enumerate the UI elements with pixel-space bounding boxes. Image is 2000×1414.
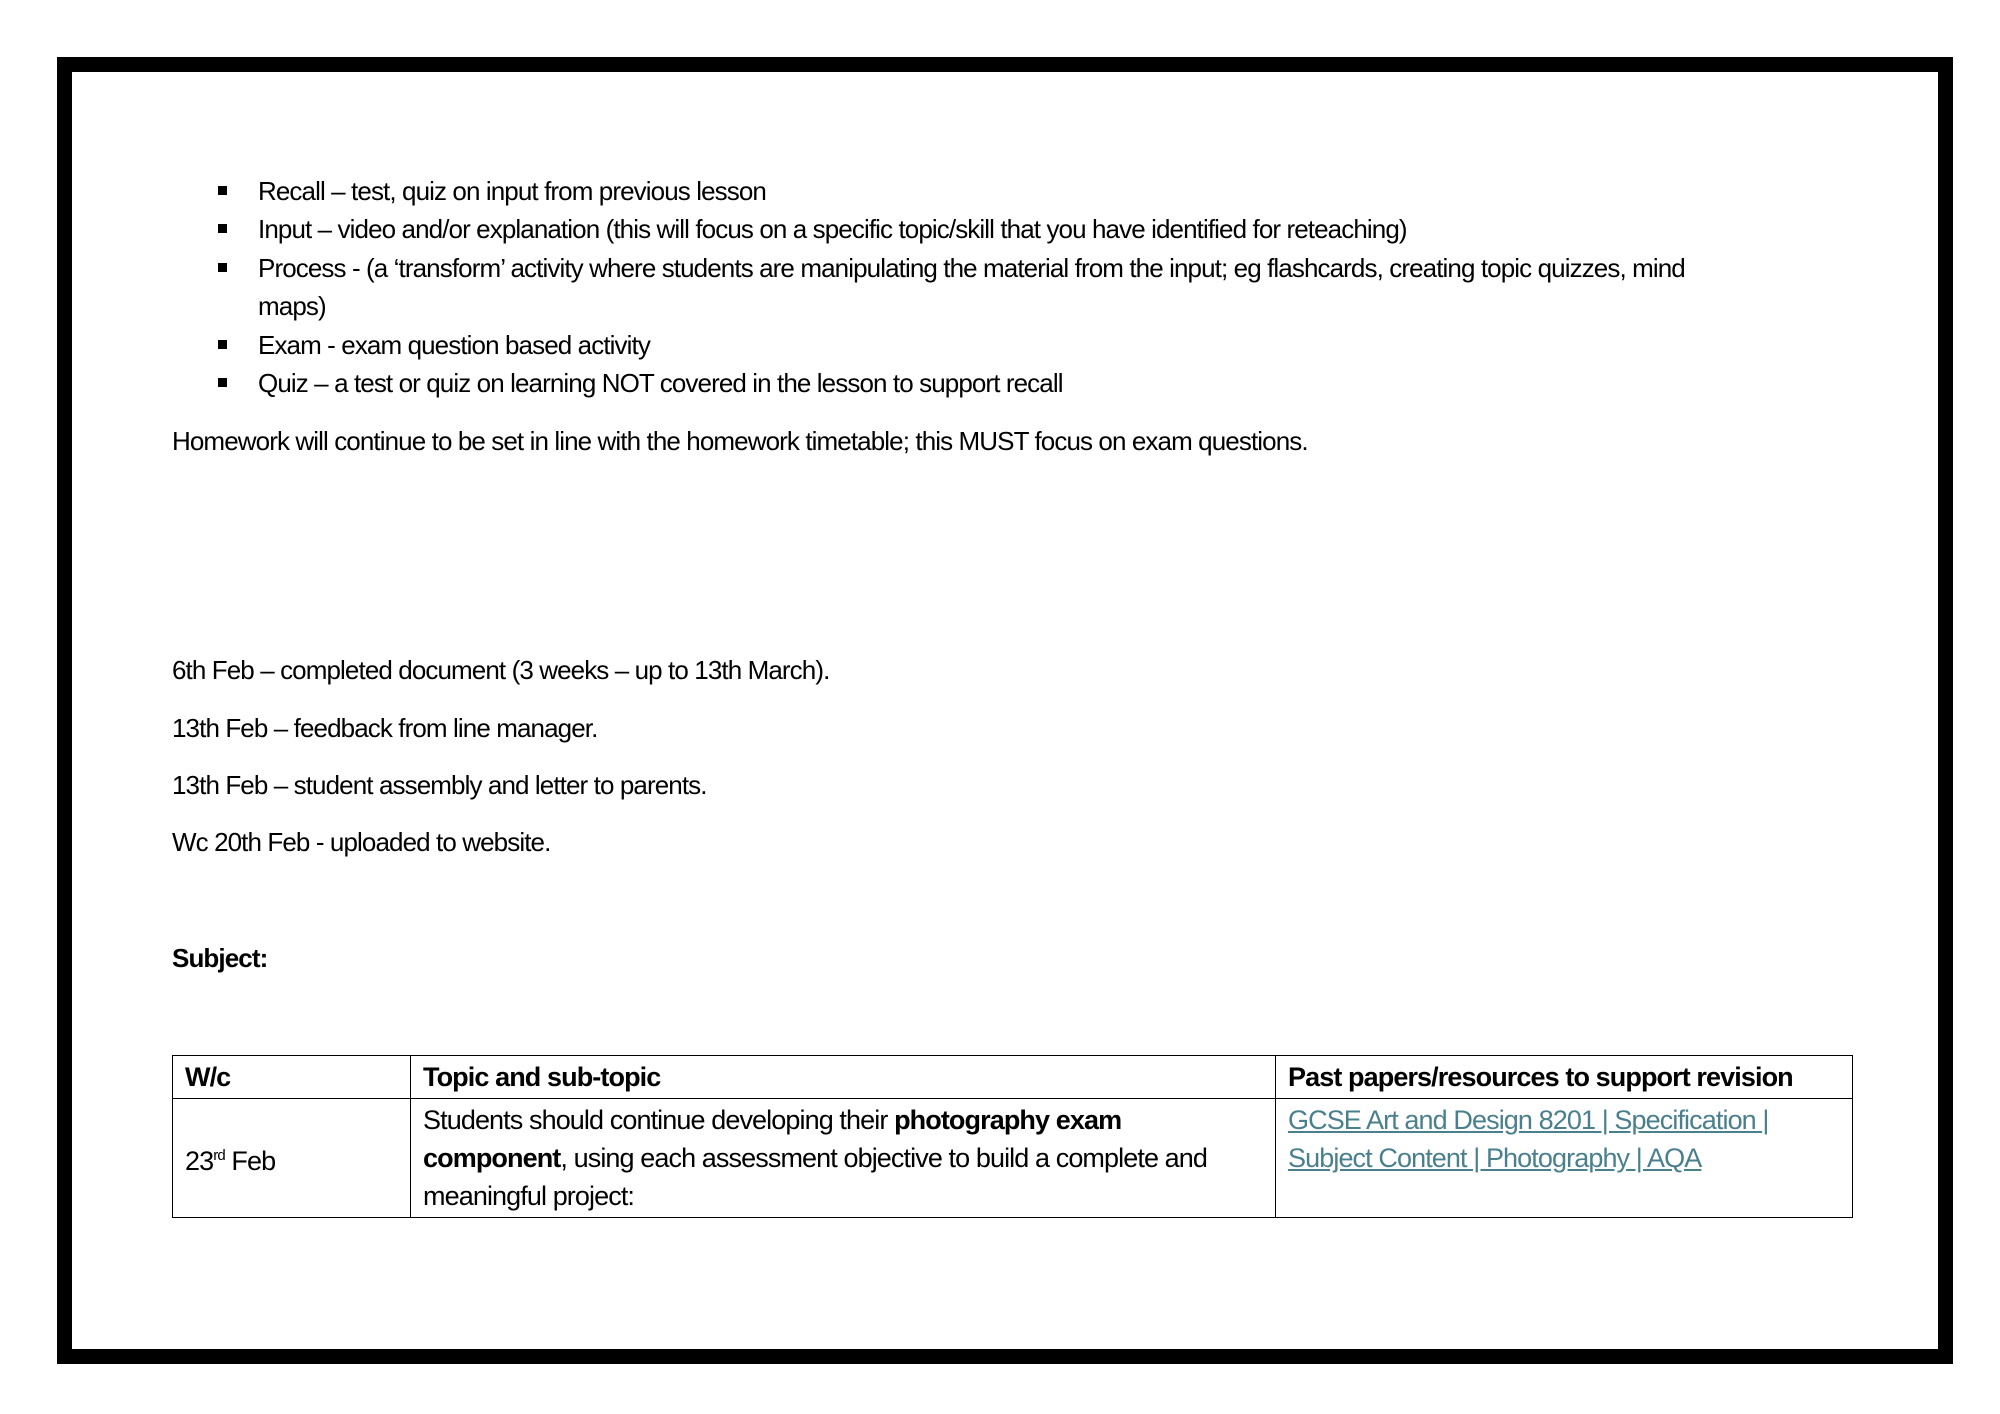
cell-resources bbox=[1276, 1099, 1853, 1218]
timeline-item: 13th Feb – student assembly and letter to parents. bbox=[172, 770, 707, 800]
table-header-row bbox=[173, 1056, 1853, 1099]
header-topic: Topic and sub-topic bbox=[411, 1056, 1276, 1099]
revision-table bbox=[172, 1055, 1853, 1218]
wc-suffix: rd bbox=[213, 1146, 225, 1164]
aqa-specification-link[interactable]: GCSE Art and Design 8201 | Specification | Subject Content | Photography | AQA bbox=[1288, 1105, 1769, 1173]
header-resources: Past papers/resources to support revision bbox=[1276, 1056, 1853, 1099]
wc-month: Feb bbox=[224, 1145, 276, 1176]
header-wc: W/c bbox=[173, 1056, 411, 1099]
subject-label: Subject: bbox=[172, 943, 268, 973]
timeline-item: 6th Feb – completed document (3 weeks – up to 13th March). bbox=[172, 655, 830, 685]
timeline-item: Wc 20th Feb - uploaded to website. bbox=[172, 827, 551, 857]
bullet-icon bbox=[218, 186, 227, 195]
bullet-icon bbox=[218, 340, 227, 349]
list-item-continuation: maps) bbox=[258, 291, 326, 321]
list-item: Process - (a ‘transform’ activity where students are manipulating the material from the input; eg flashcards, creating topic quizzes, mind bbox=[258, 253, 1685, 283]
table-row bbox=[173, 1099, 1853, 1218]
list-item: Quiz – a test or quiz on learning NOT covered in the lesson to support recall bbox=[258, 368, 1063, 398]
topic-bold-text: photography exam component bbox=[423, 1105, 1122, 1173]
bullet-icon bbox=[218, 224, 227, 233]
topic-text: Students should continue developing their bbox=[423, 1105, 895, 1135]
cell-wc bbox=[173, 1099, 411, 1218]
homework-paragraph: Homework will continue to be set in line with the homework timetable; this MUST focus on exam questions. bbox=[172, 426, 1308, 456]
wc-day: 23 bbox=[185, 1145, 214, 1176]
list-item: Exam - exam question based activity bbox=[258, 330, 650, 360]
timeline-item: 13th Feb – feedback from line manager. bbox=[172, 713, 598, 743]
bullet-icon bbox=[218, 263, 227, 272]
cell-topic bbox=[411, 1099, 1276, 1218]
topic-text-end: , using each assessment objective to build a complete and meaningful project: bbox=[423, 1143, 1208, 1211]
list-item: Recall – test, quiz on input from previous lesson bbox=[258, 176, 766, 206]
bullet-icon bbox=[218, 378, 227, 387]
list-item: Input – video and/or explanation (this will focus on a specific topic/skill that you have identified for reteaching) bbox=[258, 214, 1407, 244]
